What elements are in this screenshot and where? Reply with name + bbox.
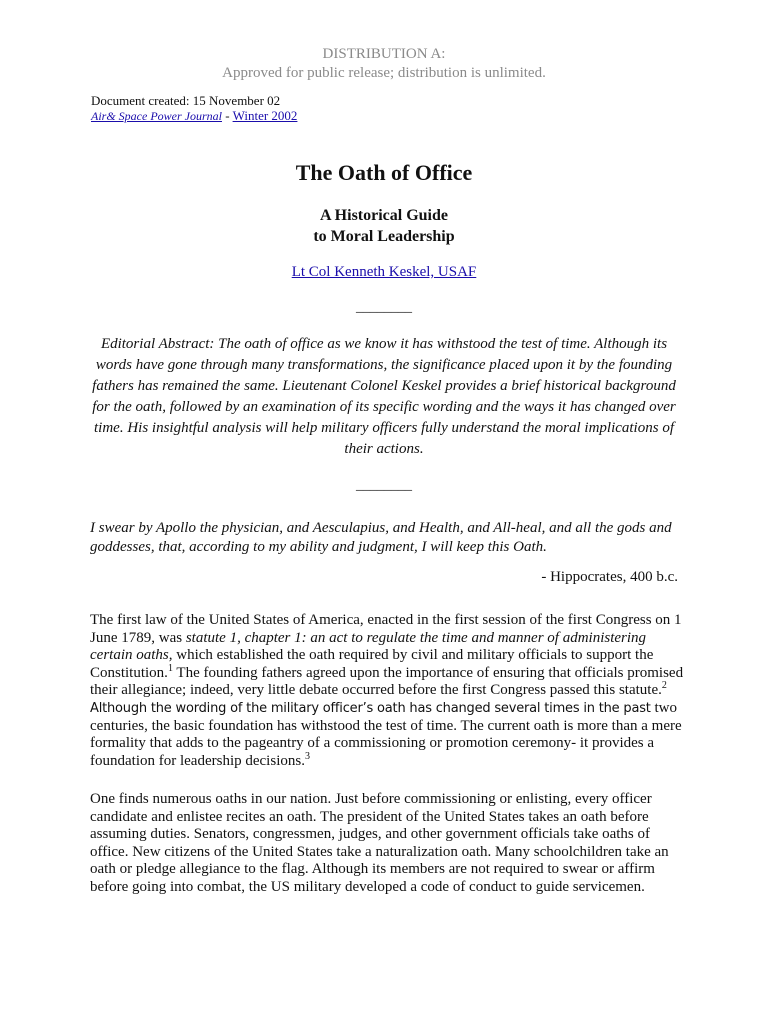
epigraph-quote: I swear by Apollo the physician, and Aesculapius, and Health, and All-heal, and all the gods and goddesses, that, according to my ability and judgment, I will keep this Oath. [90,520,672,555]
epigraph-attribution: - Hippocrates, 400 b.c. [541,569,678,585]
journal-link[interactable]: Air& Space Power Journal [91,109,222,123]
p1-text-a: The first law of the United States of America, enacted in the first session of the first Congress on 1 June 1789, was [90,612,682,646]
subtitle-line-2: to Moral Leadership [313,228,455,245]
p1-text-c: which established the oath required by civil and military officials to support the Constitution. [90,647,654,681]
editorial-abstract: Editorial Abstract: The oath of office as we know it has withstood the test of time. Although its words have gone through many transformations, the significance placed upon it by the founding fathers has remained the same. Lieutenant Colonel Keskel provides a brief historical background for the oath, followed by an examination of its specific wording and the ways it has changed over time. His insightful analysis will help military officers fully understand the moral implications of their actions. [92,336,676,457]
distribution-statement: Approved for public release; distribution is unlimited. [222,65,546,81]
footnote-1[interactable]: 1 [167,662,173,674]
journal-line [91,108,297,124]
subtitle-line-1: A Historical Guide [320,207,448,224]
p1-text-e: Although the wording of the military officer’s oath has changed several times in the past [90,700,651,716]
statute-citation: statute 1, chapter 1: an act to regulate the time and manner of administering certain oaths, [90,629,647,664]
body-paragraph-1 [90,612,684,770]
p1-text-d: The founding fathers agreed upon the importance of ensuring that officials promised their allegiance; indeed, very little debate occurred before the first Congress passed this statute. [90,664,684,699]
page-title: The Oath of Office [295,160,473,185]
p1-text-f: two centuries, the basic foundation has withstood the test of time. The current oath is more than a mere formality that adds to the pageantry of a commissioning or promotion ceremony- it provides a foundation for leadership decisions. [90,699,682,769]
issue-link[interactable]: Winter 2002 [232,108,298,123]
body-paragraph-2: One finds numerous oaths in our nation. Just before commissioning or enlisting, every officer candidate and enlistee recites an oath. The president of the United States takes an oath before assuming duties. Senators, congressmen, judges, and other government officials take oaths of office. New citizens of the United States take a naturalization oath. Many schoolchildren take an oath or pledge allegiance to the flag. Although its members are not required to swear or affirm before going into combat, the US military developed a code of conduct to guide servicemen. [90,791,669,895]
divider-top: ________ [356,300,412,315]
distribution-heading: DISTRIBUTION A: [322,46,446,62]
document-created: Document created: 15 November 02 [91,93,281,108]
author-link[interactable]: Lt Col Kenneth Keskel, USAF [291,264,477,280]
footnote-3[interactable]: 3 [304,750,310,762]
footnote-2[interactable]: 2 [661,680,667,692]
journal-separator: - [221,108,233,123]
divider-bottom: ________ [356,478,412,493]
author-line [0,264,768,281]
